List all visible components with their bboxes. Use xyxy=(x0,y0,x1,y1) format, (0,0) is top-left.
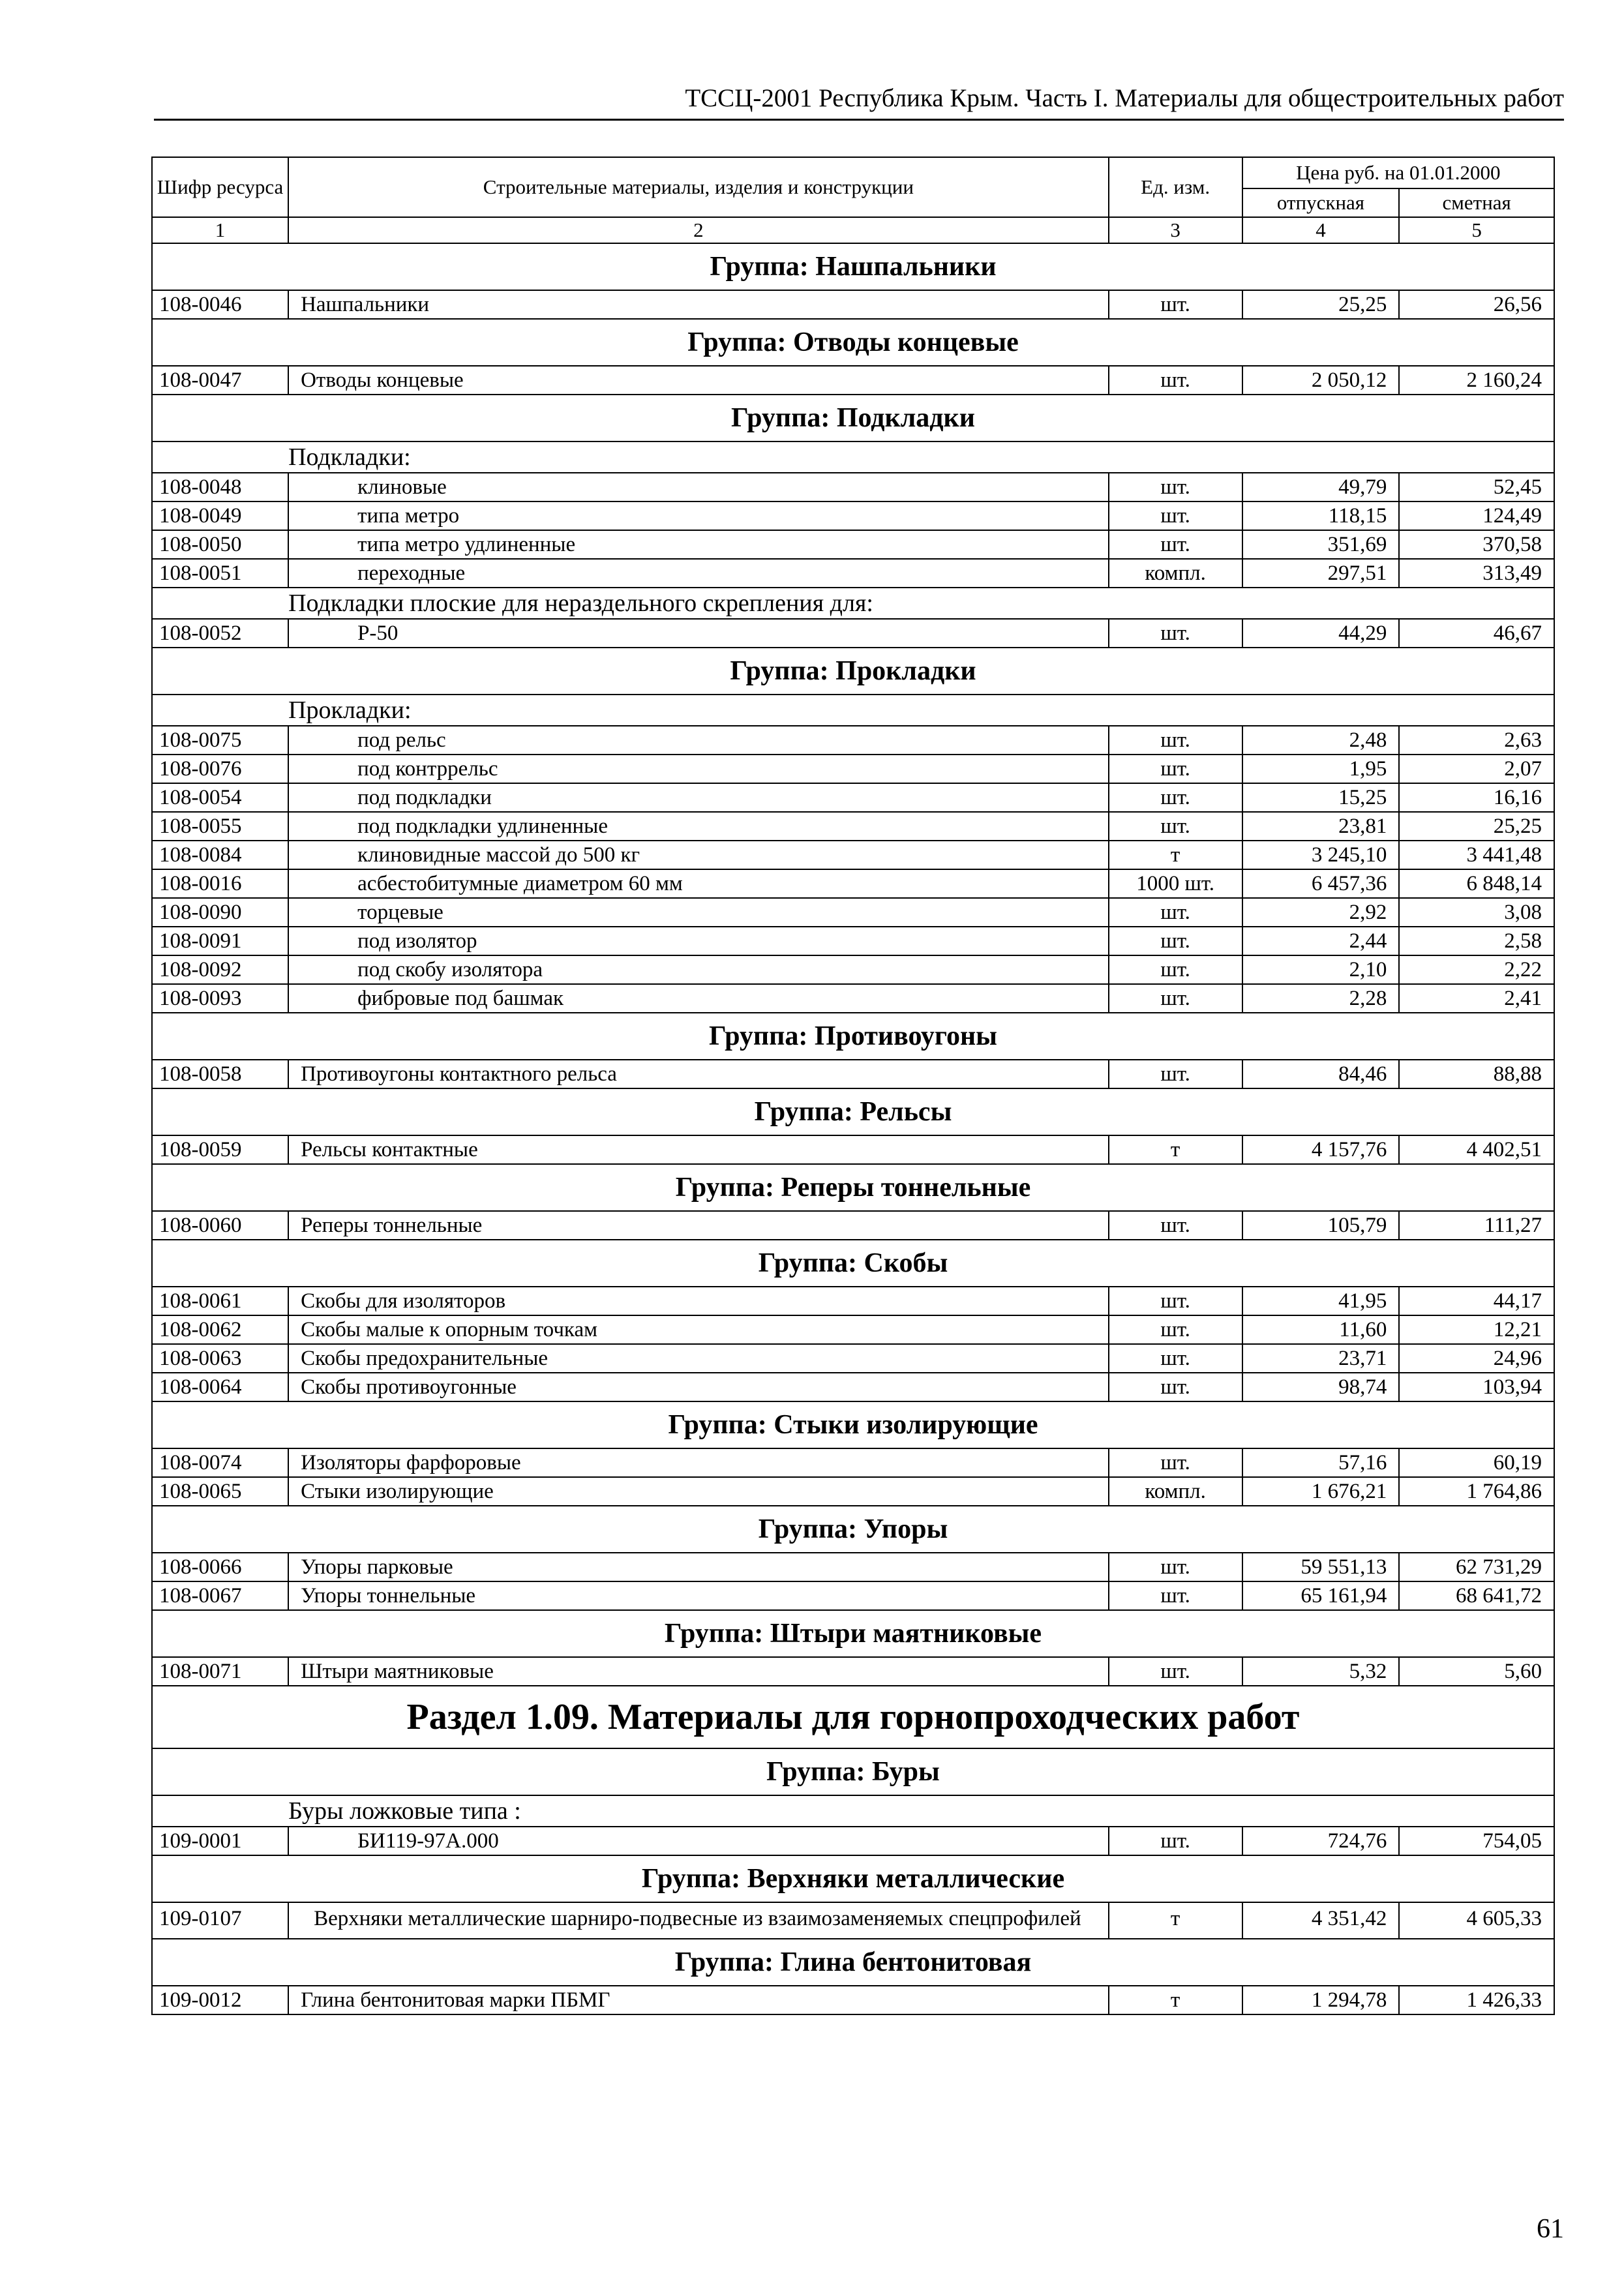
unit-of-measure: шт. xyxy=(1109,1448,1242,1477)
price-release: 15,25 xyxy=(1242,783,1400,812)
unit-of-measure: шт. xyxy=(1109,1827,1242,1855)
material-name: клиновидные массой до 500 кг xyxy=(288,841,1109,869)
unit-of-measure: шт. xyxy=(1109,473,1242,501)
group-header-row xyxy=(152,1855,1554,1902)
price-release: 297,51 xyxy=(1242,559,1400,588)
resource-code: 109-0001 xyxy=(152,1827,288,1855)
unit-of-measure: шт. xyxy=(1109,1287,1242,1315)
price-release: 724,76 xyxy=(1242,1827,1400,1855)
col-header-code: Шифр ресурса xyxy=(152,157,288,217)
material-name: Скобы предохранительные xyxy=(288,1344,1109,1373)
price-release: 41,95 xyxy=(1242,1287,1400,1315)
material-name: Штыри маятниковые xyxy=(288,1657,1109,1686)
table-row xyxy=(152,1477,1554,1506)
subgroup-row xyxy=(152,588,1554,619)
material-name: Р-50 xyxy=(288,619,1109,648)
table-body xyxy=(152,243,1554,2014)
unit-of-measure: шт. xyxy=(1109,955,1242,984)
material-name: под скобу изолятора xyxy=(288,955,1109,984)
group-header-row xyxy=(152,1088,1554,1135)
table-row xyxy=(152,473,1554,501)
price-release: 2,28 xyxy=(1242,984,1400,1013)
group-title: Группа: Реперы тоннельные xyxy=(152,1164,1554,1211)
material-name: Рельсы контактные xyxy=(288,1135,1109,1164)
table-row xyxy=(152,1827,1554,1855)
price-estimate: 46,67 xyxy=(1399,619,1554,648)
unit-of-measure: шт. xyxy=(1109,783,1242,812)
group-header-row xyxy=(152,1013,1554,1060)
table-row xyxy=(152,841,1554,869)
header-rule xyxy=(154,119,1564,121)
price-estimate: 3 441,48 xyxy=(1399,841,1554,869)
price-estimate: 2,63 xyxy=(1399,726,1554,755)
price-release: 2,44 xyxy=(1242,927,1400,955)
subgroup-row xyxy=(152,695,1554,726)
price-estimate: 2 160,24 xyxy=(1399,366,1554,395)
price-release: 49,79 xyxy=(1242,473,1400,501)
table-row xyxy=(152,1581,1554,1610)
resource-code: 108-0067 xyxy=(152,1581,288,1610)
resource-code: 108-0050 xyxy=(152,530,288,559)
price-release: 25,25 xyxy=(1242,290,1400,319)
group-header-row xyxy=(152,319,1554,366)
unit-of-measure: шт. xyxy=(1109,726,1242,755)
group-title: Группа: Буры xyxy=(152,1748,1554,1795)
subgroup-spacer xyxy=(152,441,288,473)
resource-code: 108-0062 xyxy=(152,1315,288,1344)
material-name: Изоляторы фарфоровые xyxy=(288,1448,1109,1477)
table-row xyxy=(152,984,1554,1013)
table-row xyxy=(152,755,1554,783)
resource-code: 108-0051 xyxy=(152,559,288,588)
material-name: под контррельс xyxy=(288,755,1109,783)
subgroup-title: Буры ложковые типа : xyxy=(288,1795,1554,1827)
subgroup-title: Прокладки: xyxy=(288,695,1554,726)
price-estimate: 2,58 xyxy=(1399,927,1554,955)
resource-code: 108-0052 xyxy=(152,619,288,648)
col-number-4: 4 xyxy=(1242,217,1400,243)
subgroup-spacer xyxy=(152,695,288,726)
subgroup-spacer xyxy=(152,1795,288,1827)
table-row xyxy=(152,955,1554,984)
material-name: типа метро удлиненные xyxy=(288,530,1109,559)
col-header-unit: Ед. изм. xyxy=(1109,157,1242,217)
price-estimate: 26,56 xyxy=(1399,290,1554,319)
material-name: Глина бентонитовая марки ПБМГ xyxy=(288,1986,1109,2014)
page-header-title: ТССЦ-2001 Республика Крым. Часть I. Материалы для общестроительных работ xyxy=(685,84,1564,112)
group-title: Группа: Нашпальники xyxy=(152,243,1554,290)
col-header-price-release: отпускная xyxy=(1242,188,1400,217)
group-title: Группа: Скобы xyxy=(152,1240,1554,1287)
group-title: Группа: Упоры xyxy=(152,1506,1554,1553)
resource-code: 108-0061 xyxy=(152,1287,288,1315)
price-estimate: 12,21 xyxy=(1399,1315,1554,1344)
unit-of-measure: шт. xyxy=(1109,366,1242,395)
price-estimate: 60,19 xyxy=(1399,1448,1554,1477)
group-header-row xyxy=(152,1748,1554,1795)
resource-code: 108-0071 xyxy=(152,1657,288,1686)
unit-of-measure: т xyxy=(1109,1902,1242,1939)
resource-code: 108-0016 xyxy=(152,869,288,898)
subgroup-title: Подкладки: xyxy=(288,441,1554,473)
unit-of-measure: компл. xyxy=(1109,1477,1242,1506)
material-name: Скобы малые к опорным точкам xyxy=(288,1315,1109,1344)
material-name: Нашпальники xyxy=(288,290,1109,319)
group-title: Группа: Верхняки металлические xyxy=(152,1855,1554,1902)
material-name: под рельс xyxy=(288,726,1109,755)
unit-of-measure: шт. xyxy=(1109,1553,1242,1581)
unit-of-measure: т xyxy=(1109,1986,1242,2014)
price-estimate: 2,07 xyxy=(1399,755,1554,783)
table-row xyxy=(152,812,1554,841)
table-row xyxy=(152,726,1554,755)
group-title: Группа: Противоугоны xyxy=(152,1013,1554,1060)
resource-code: 108-0076 xyxy=(152,755,288,783)
material-name: Отводы концевые xyxy=(288,366,1109,395)
group-title: Группа: Прокладки xyxy=(152,648,1554,695)
price-estimate: 5,60 xyxy=(1399,1657,1554,1686)
resource-code: 108-0074 xyxy=(152,1448,288,1477)
group-title: Группа: Штыри маятниковые xyxy=(152,1610,1554,1657)
group-header-row xyxy=(152,243,1554,290)
unit-of-measure: шт. xyxy=(1109,927,1242,955)
unit-of-measure: шт. xyxy=(1109,1211,1242,1240)
resource-code: 108-0066 xyxy=(152,1553,288,1581)
table-row xyxy=(152,1657,1554,1686)
unit-of-measure: шт. xyxy=(1109,898,1242,927)
unit-of-measure: т xyxy=(1109,1135,1242,1164)
table-row xyxy=(152,783,1554,812)
table-row xyxy=(152,1211,1554,1240)
subgroup-row xyxy=(152,1795,1554,1827)
unit-of-measure: шт. xyxy=(1109,1373,1242,1401)
table-row xyxy=(152,1448,1554,1477)
resource-code: 108-0058 xyxy=(152,1060,288,1088)
col-header-price-estimate: сметная xyxy=(1399,188,1554,217)
unit-of-measure: шт. xyxy=(1109,1060,1242,1088)
group-header-row xyxy=(152,1939,1554,1986)
group-header-row xyxy=(152,1240,1554,1287)
material-name: Противоугоны контактного рельса xyxy=(288,1060,1109,1088)
section-title: Раздел 1.09. Материалы для горнопроходческих работ xyxy=(152,1686,1554,1748)
material-name: под подкладки xyxy=(288,783,1109,812)
group-title: Группа: Рельсы xyxy=(152,1088,1554,1135)
group-header-row xyxy=(152,1610,1554,1657)
price-estimate: 62 731,29 xyxy=(1399,1553,1554,1581)
unit-of-measure: шт. xyxy=(1109,1315,1242,1344)
unit-of-measure: шт. xyxy=(1109,755,1242,783)
group-header-row xyxy=(152,1164,1554,1211)
price-release: 6 457,36 xyxy=(1242,869,1400,898)
price-estimate: 16,16 xyxy=(1399,783,1554,812)
price-estimate: 2,22 xyxy=(1399,955,1554,984)
resource-code: 108-0054 xyxy=(152,783,288,812)
unit-of-measure: компл. xyxy=(1109,559,1242,588)
resource-code: 108-0055 xyxy=(152,812,288,841)
table-row xyxy=(152,869,1554,898)
price-estimate: 44,17 xyxy=(1399,1287,1554,1315)
resource-code: 108-0091 xyxy=(152,927,288,955)
price-estimate: 4 402,51 xyxy=(1399,1135,1554,1164)
price-estimate: 24,96 xyxy=(1399,1344,1554,1373)
price-estimate: 4 605,33 xyxy=(1399,1902,1554,1939)
unit-of-measure: шт. xyxy=(1109,501,1242,530)
unit-of-measure: шт. xyxy=(1109,290,1242,319)
price-release: 23,81 xyxy=(1242,812,1400,841)
material-name: типа метро xyxy=(288,501,1109,530)
group-header-row xyxy=(152,648,1554,695)
table-row xyxy=(152,530,1554,559)
price-release: 1 676,21 xyxy=(1242,1477,1400,1506)
price-release: 105,79 xyxy=(1242,1211,1400,1240)
col-number-5: 5 xyxy=(1399,217,1554,243)
material-name: фибровые под башмак xyxy=(288,984,1109,1013)
resource-code: 108-0047 xyxy=(152,366,288,395)
group-header-row xyxy=(152,1506,1554,1553)
price-estimate: 52,45 xyxy=(1399,473,1554,501)
material-name: торцевые xyxy=(288,898,1109,927)
price-release: 4 351,42 xyxy=(1242,1902,1400,1939)
table-row xyxy=(152,1287,1554,1315)
col-number-2: 2 xyxy=(288,217,1109,243)
price-table xyxy=(151,157,1555,2015)
unit-of-measure: шт. xyxy=(1109,1344,1242,1373)
material-name: Скобы для изоляторов xyxy=(288,1287,1109,1315)
resource-code: 109-0012 xyxy=(152,1986,288,2014)
price-release: 1,95 xyxy=(1242,755,1400,783)
table-row xyxy=(152,559,1554,588)
group-header-row xyxy=(152,395,1554,441)
price-estimate: 25,25 xyxy=(1399,812,1554,841)
unit-of-measure: 1000 шт. xyxy=(1109,869,1242,898)
material-name: Реперы тоннельные xyxy=(288,1211,1109,1240)
price-estimate: 103,94 xyxy=(1399,1373,1554,1401)
table-row xyxy=(152,501,1554,530)
unit-of-measure: шт. xyxy=(1109,619,1242,648)
price-release: 84,46 xyxy=(1242,1060,1400,1088)
resource-code: 108-0065 xyxy=(152,1477,288,1506)
price-release: 5,32 xyxy=(1242,1657,1400,1686)
table-row xyxy=(152,1553,1554,1581)
group-title: Группа: Стыки изолирующие xyxy=(152,1401,1554,1448)
col-header-price: Цена руб. на 01.01.2000 xyxy=(1242,157,1554,188)
material-name: Скобы противоугонные xyxy=(288,1373,1109,1401)
price-release: 44,29 xyxy=(1242,619,1400,648)
price-release: 4 157,76 xyxy=(1242,1135,1400,1164)
resource-code: 108-0048 xyxy=(152,473,288,501)
resource-code: 108-0046 xyxy=(152,290,288,319)
material-name: Упоры тоннельные xyxy=(288,1581,1109,1610)
unit-of-measure: шт. xyxy=(1109,1657,1242,1686)
price-estimate: 1 426,33 xyxy=(1399,1986,1554,2014)
price-release: 2 050,12 xyxy=(1242,366,1400,395)
price-estimate: 370,58 xyxy=(1399,530,1554,559)
price-release: 2,92 xyxy=(1242,898,1400,927)
material-name: Верхняки металлические шарниро-подвесные из взаимозаменяемых спецпрофилей xyxy=(288,1902,1109,1939)
price-estimate: 2,41 xyxy=(1399,984,1554,1013)
material-name: под изолятор xyxy=(288,927,1109,955)
price-release: 2,10 xyxy=(1242,955,1400,984)
resource-code: 108-0059 xyxy=(152,1135,288,1164)
unit-of-measure: шт. xyxy=(1109,530,1242,559)
resource-code: 108-0092 xyxy=(152,955,288,984)
table-row xyxy=(152,898,1554,927)
material-name: под подкладки удлиненные xyxy=(288,812,1109,841)
unit-of-measure: шт. xyxy=(1109,1581,1242,1610)
table-row xyxy=(152,366,1554,395)
table-row xyxy=(152,927,1554,955)
price-estimate: 88,88 xyxy=(1399,1060,1554,1088)
col-number-1: 1 xyxy=(152,217,288,243)
material-name: асбестобитумные диаметром 60 мм xyxy=(288,869,1109,898)
price-release: 98,74 xyxy=(1242,1373,1400,1401)
subgroup-spacer xyxy=(152,588,288,619)
table-row xyxy=(152,1986,1554,2014)
group-title: Группа: Отводы концевые xyxy=(152,319,1554,366)
price-release: 57,16 xyxy=(1242,1448,1400,1477)
unit-of-measure: шт. xyxy=(1109,812,1242,841)
col-header-name: Строительные материалы, изделия и конструкции xyxy=(288,157,1109,217)
resource-code: 108-0093 xyxy=(152,984,288,1013)
price-release: 11,60 xyxy=(1242,1315,1400,1344)
resource-code: 108-0060 xyxy=(152,1211,288,1240)
price-estimate: 68 641,72 xyxy=(1399,1581,1554,1610)
price-estimate: 124,49 xyxy=(1399,501,1554,530)
resource-code: 108-0049 xyxy=(152,501,288,530)
page-number: 61 xyxy=(1537,2214,1564,2244)
material-name: Стыки изолирующие xyxy=(288,1477,1109,1506)
group-title: Группа: Глина бентонитовая xyxy=(152,1939,1554,1986)
price-release: 2,48 xyxy=(1242,726,1400,755)
col-number-3: 3 xyxy=(1109,217,1242,243)
table-row xyxy=(152,1373,1554,1401)
price-release: 118,15 xyxy=(1242,501,1400,530)
price-release: 3 245,10 xyxy=(1242,841,1400,869)
resource-code: 108-0075 xyxy=(152,726,288,755)
table-row xyxy=(152,1902,1554,1939)
material-name: БИ119-97А.000 xyxy=(288,1827,1109,1855)
price-estimate: 1 764,86 xyxy=(1399,1477,1554,1506)
unit-of-measure: шт. xyxy=(1109,984,1242,1013)
table-row xyxy=(152,1344,1554,1373)
price-estimate: 6 848,14 xyxy=(1399,869,1554,898)
resource-code: 108-0063 xyxy=(152,1344,288,1373)
group-header-row xyxy=(152,1401,1554,1448)
price-estimate: 111,27 xyxy=(1399,1211,1554,1240)
unit-of-measure: т xyxy=(1109,841,1242,869)
table-row xyxy=(152,1135,1554,1164)
material-name: Упоры парковые xyxy=(288,1553,1109,1581)
subgroup-title: Подкладки плоские для нераздельного скрепления для: xyxy=(288,588,1554,619)
table-row xyxy=(152,290,1554,319)
price-estimate: 313,49 xyxy=(1399,559,1554,588)
price-release: 1 294,78 xyxy=(1242,1986,1400,2014)
group-title: Группа: Подкладки xyxy=(152,395,1554,441)
table-row xyxy=(152,1315,1554,1344)
resource-code: 109-0107 xyxy=(152,1902,288,1939)
resource-code: 108-0090 xyxy=(152,898,288,927)
material-name: переходные xyxy=(288,559,1109,588)
price-release: 65 161,94 xyxy=(1242,1581,1400,1610)
material-name: клиновые xyxy=(288,473,1109,501)
resource-code: 108-0084 xyxy=(152,841,288,869)
table-head xyxy=(152,157,1554,243)
section-header-row xyxy=(152,1686,1554,1748)
resource-code: 108-0064 xyxy=(152,1373,288,1401)
price-release: 59 551,13 xyxy=(1242,1553,1400,1581)
price-release: 23,71 xyxy=(1242,1344,1400,1373)
table-row xyxy=(152,619,1554,648)
subgroup-row xyxy=(152,441,1554,473)
price-estimate: 3,08 xyxy=(1399,898,1554,927)
price-estimate: 754,05 xyxy=(1399,1827,1554,1855)
price-release: 351,69 xyxy=(1242,530,1400,559)
table-row xyxy=(152,1060,1554,1088)
